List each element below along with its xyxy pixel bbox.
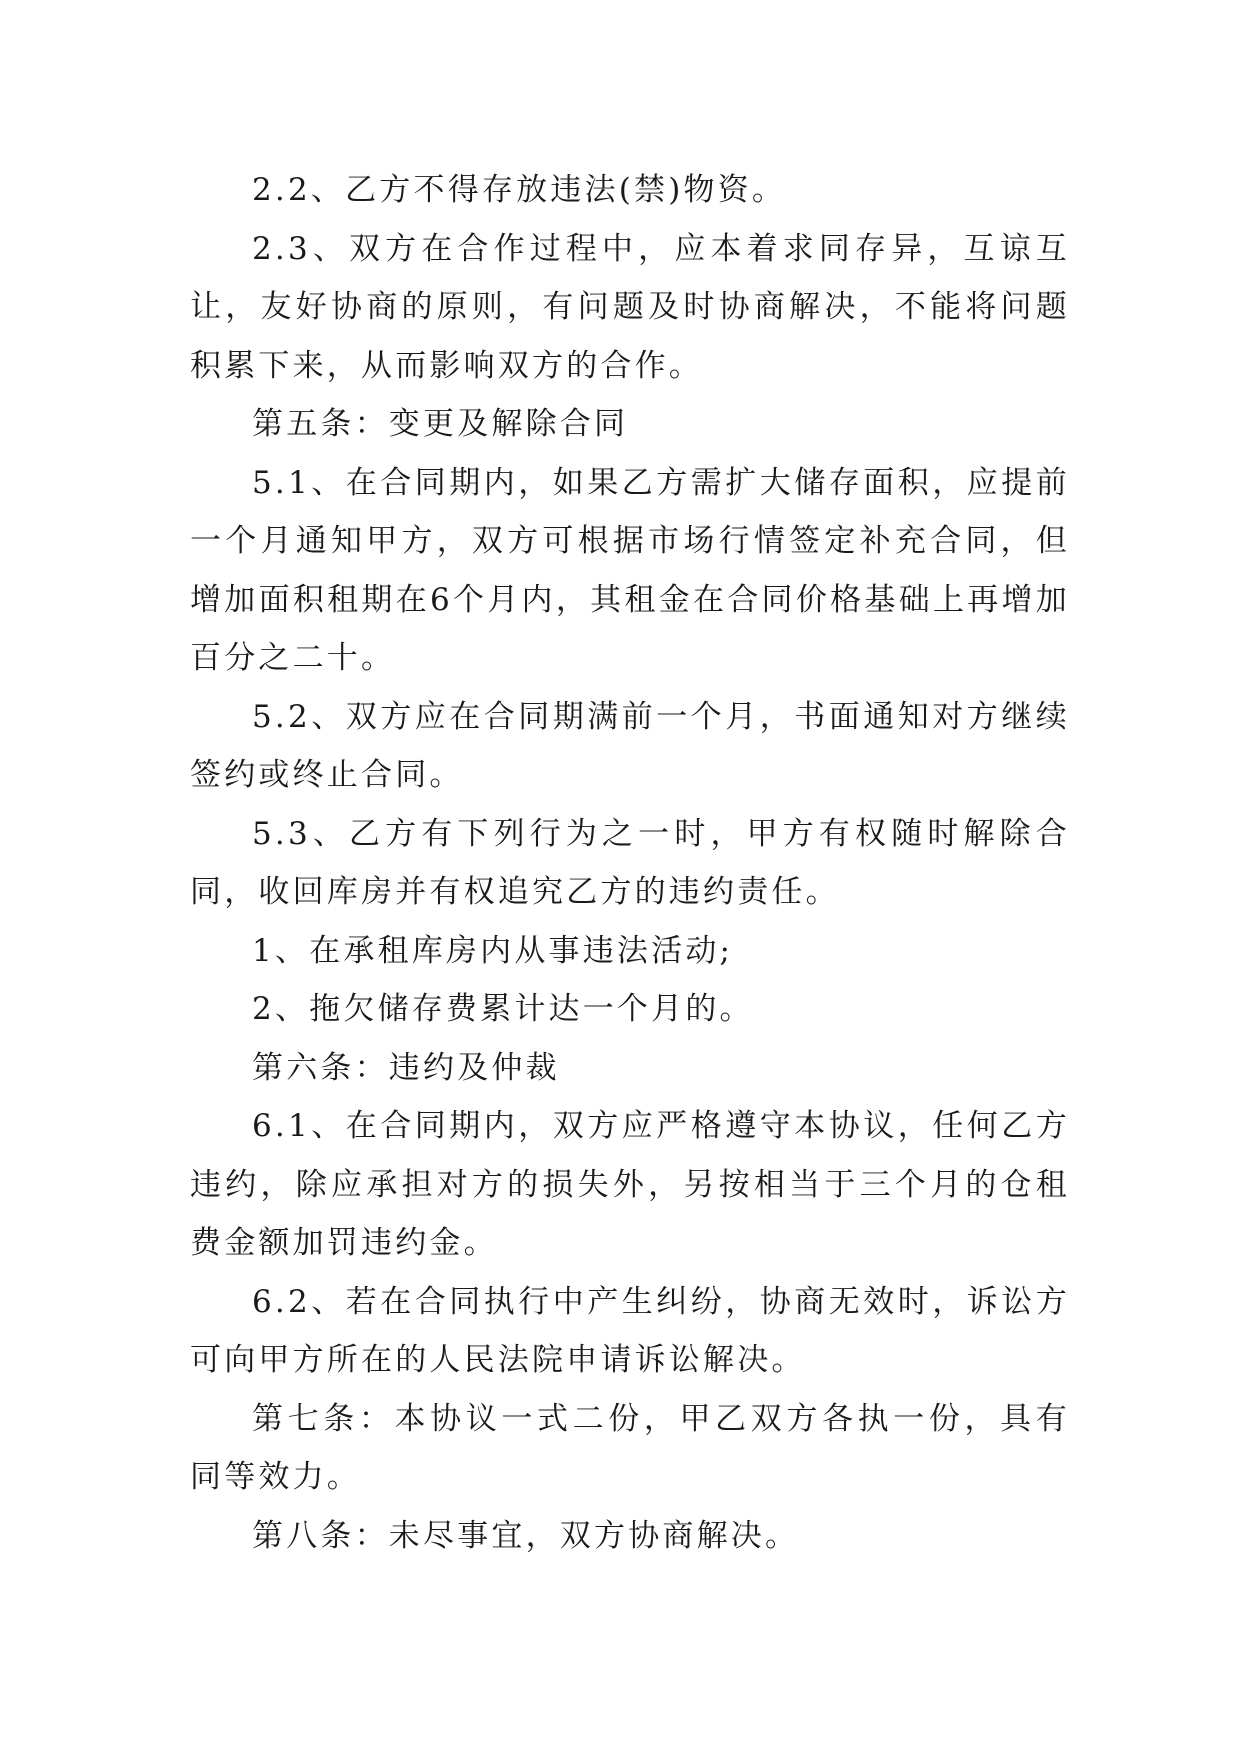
paragraph-5-2: 5.2、双方应在合同期满前一个月，书面通知对方继续签约或终止合同。 <box>190 698 1070 793</box>
article-6-heading: 第六条：违约及仲裁 <box>252 1049 560 1086</box>
document-body <box>190 161 1070 1565</box>
article-8: 第八条：未尽事宜，双方协商解决。 <box>252 1517 800 1554</box>
list-item-1: 1、在承租库房内从事违法活动; <box>252 932 734 969</box>
paragraph-2-2: 2.2、乙方不得存放违法(禁)物资。 <box>252 172 787 208</box>
paragraph-5-3: 5.3、乙方有下列行为之一时，甲方有权随时解除合同，收回库房并有权追究乙方的违约责任。 <box>190 815 1070 910</box>
paragraph-6-2: 6.2、若在合同执行中产生纠纷，协商无效时，诉讼方可向甲方所在的人民法院申请诉讼解决。 <box>190 1283 1070 1378</box>
paragraph-2-3: 2.3、双方在合作过程中，应本着求同存异，互谅互让，友好协商的原则，有问题及时协商解决，不能将问题积累下来，从而影响双方的合作。 <box>190 230 1070 384</box>
paragraph-6-1: 6.1、在合同期内，双方应严格遵守本协议，任何乙方违约，除应承担对方的损失外，另按相当于三个月的仓租费金额加罚违约金。 <box>190 1108 1070 1261</box>
article-5-heading: 第五条：变更及解除合同 <box>252 406 629 442</box>
paragraph-5-1: 5.1、在合同期内，如果乙方需扩大储存面积，应提前一个月通知甲方，双方可根据市场行情签定补充合同，但增加面积租期在6个月内，其租金在合同价格基础上再增加百分之二十。 <box>190 464 1070 676</box>
list-item-2: 2、拖欠储存费累计达一个月的。 <box>252 991 754 1027</box>
article-7: 第七条：本协议一式二份，甲乙双方各执一份，具有同等效力。 <box>190 1400 1070 1495</box>
